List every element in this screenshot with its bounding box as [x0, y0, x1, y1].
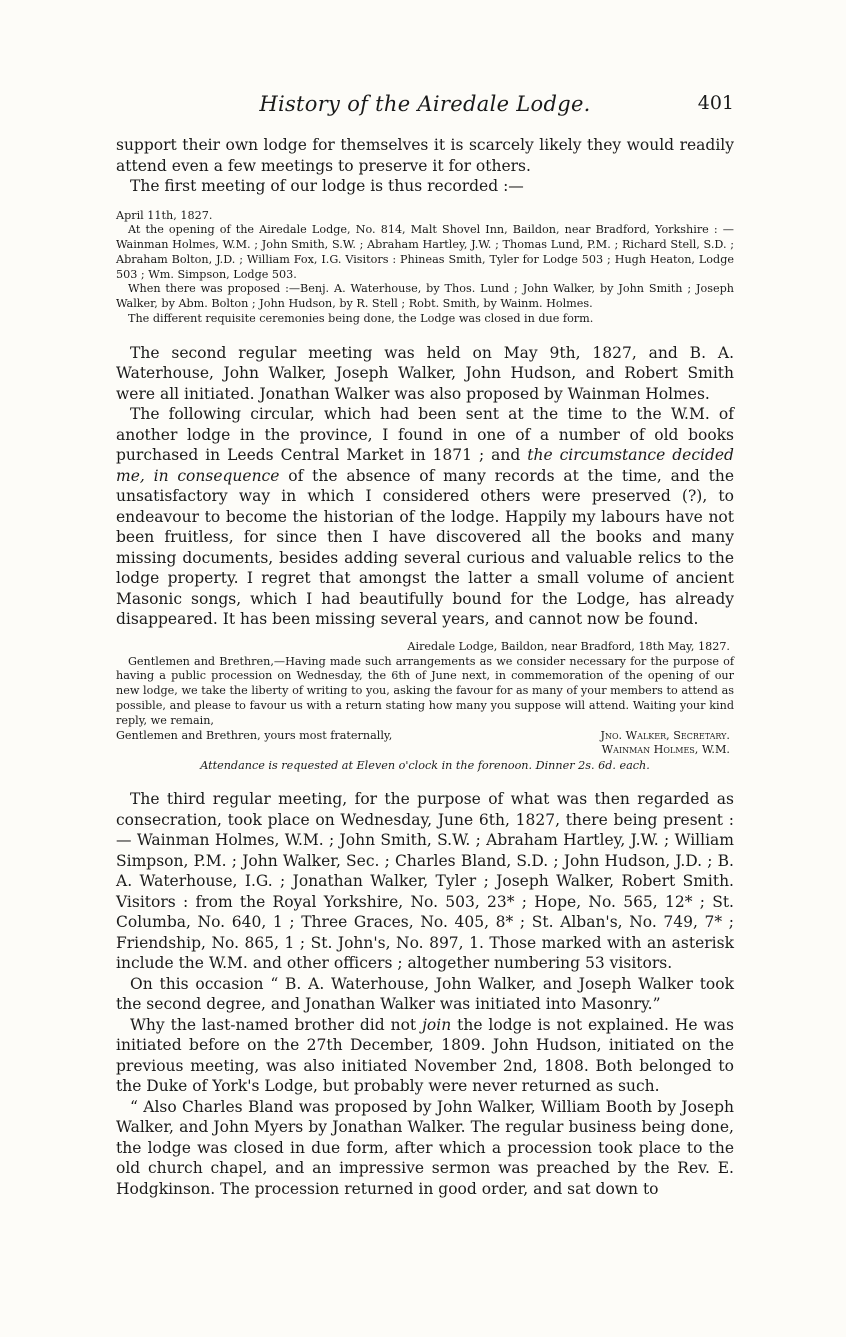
paragraph: The third regular meeting, for the purpose of what was then regarded as consecration, took place on Wednesday, June 6th, 1827, there being present :— Wainman Holmes, W.M. ; John Smith, S.W. ; Abraham Hartley, J.W. ; William Simpson, P.M. ; John Walker, Sec. ; Charles Bland, S.D. ; John Hudson, J.D. ; B. A. Waterhouse, I.G. ; Jonathan Walker, Tyler ; Joseph Walker, Robert Smith. Visitors : from the Royal Yorkshire, No. 503, 23* ; Hope, No. 565, 12* ; St. Columba, No. 640, 1 ; Three Graces, No. 405, 8* ; St. Alban's, No. 749, 7* ; Friendship, No. 865, 1 ; St. John's, No. 897, 1. Those marked with an asterisk include the W.M. and other officers ; altogether numbering 53 visitors. — [116, 790, 734, 973]
circular-closing: Gentlemen and Brethren, yours most fraternally, — [116, 728, 393, 742]
minutes-extract — [116, 209, 734, 327]
attendance-note: Attendance is requested at Eleven o'clock in the forenoon. Dinner 2s. 6d. each. — [200, 759, 650, 773]
paragraph — [116, 404, 734, 630]
text-run: Why the last-named brother did not — [130, 1015, 423, 1034]
italic-text: join — [422, 1015, 452, 1034]
page-body — [116, 135, 734, 1199]
italic-text: the circumstance decided me, in consequence — [116, 446, 734, 485]
paragraph: “ Also Charles Bland was proposed by John Walker, William Booth by Joseph Walker, and John Myers by Jonathan Walker. The regular business being done, the lodge was closed in due form, after which a procession took place to the old church chapel, and an impressive sermon was preached by the Rev. E. Hodgkinson. The procession returned in good order, and sat down to — [116, 1097, 734, 1198]
signature-row — [116, 729, 734, 744]
page-header — [116, 92, 734, 118]
minutes-date: April 11th, 1827. — [116, 208, 213, 222]
circular-heading: Airedale Lodge, Baildon, near Bradford, 18th May, 1827. — [407, 639, 730, 653]
paragraph: The second regular meeting was held on May 9th, 1827, and B. A. Waterhouse, John Walker, Joseph Walker, John Hudson, and Robert Smith were all initiated. Jonathan Walker was also proposed by Wainman Holmes. — [116, 343, 734, 403]
signature-secretary: Jno. Walker, Secretary. — [600, 728, 730, 742]
text-run: The following circular, which had been sent at the time to the W.M. of another lodge in the province, I found in one of a number of old books purchased in Leeds Central Market in 1871 ; and — [116, 405, 734, 465]
minutes-paragraph: The different requisite ceremonies being done, the Lodge was closed in due form. — [128, 312, 594, 326]
page-number: 401 — [697, 92, 734, 114]
text-run: of the absence of many records at the time, and the unsatisfactory way in which I considered others were preserved (?), to endeavour to become the historian of the lodge. Happily my labours have not been fruitless, for since then I have discovered all the books and many missing documents, besides adding several curious and valuable relics to the lodge property. I regret that amongst the latter a small volume of ancient Masonic songs, which I had beautifully bound for the Lodge, has already disappeared. It has been missing several years, and cannot now be found. — [116, 466, 734, 629]
signature-wm: Wainman Holmes, W.M. — [601, 743, 730, 757]
paragraph — [116, 1015, 734, 1097]
text-run: the lodge is not explained. He was initiated before on the 27th December, 1809. John Hudson, initiated on the previous meeting, was also initiated November 2nd, 1808. Both belonged to the Duke of York's Lodge, but probably were never returned as such. — [116, 1015, 734, 1096]
minutes-paragraph: At the opening of the Airedale Lodge, No. 814, Malt Shovel Inn, Baildon, near Bradford, Yorkshire : — Wainman Holmes, W.M. ; John Smith, S.W. ; Abraham Hartley, J.W. ; Thomas Lund, P.M. ; Richard Stell, S.D. ; Abraham Bolton, J.D. ; William Fox, I.G. Visitors : Phineas Smith, Tyler for Lodge 503 ; Hugh Heaton, Lodge 503 ; Wm. Simpson, Lodge 503. — [116, 223, 734, 281]
running-title: History of the Airedale Lodge. — [259, 92, 591, 116]
narrative-section — [116, 343, 734, 630]
paragraph: The first meeting of our lodge is thus recorded :— — [130, 177, 524, 195]
paragraph: support their own lodge for themselves it is scarcely likely they would readily attend even a few meetings to preserve it for others. — [116, 136, 734, 175]
circular-letter — [116, 640, 734, 773]
minutes-paragraph: When there was proposed :—Benj. A. Waterhouse, by Thos. Lund ; John Walker, by John Smith ; Joseph Walker, by Abm. Bolton ; John Hudson, by R. Stell ; Robt. Smith, by Wainm. Holmes. — [116, 282, 734, 311]
circular-text: Gentlemen and Brethren,—Having made such arrangements as we consider necessary for the purpose of having a public procession on Wednesday, the 6th of June next, in commemoration of the opening of our new lodge, we take the liberty of writing to you, asking the favour for as many of your members to attend as possible, and please to favour us with a return stating how many you suppose will attend. Waiting your kind reply, we remain, — [116, 654, 734, 727]
signature-row — [116, 743, 734, 758]
paragraph: On this occasion “ B. A. Waterhouse, John Walker, and Joseph Walker took the second degree, and Jonathan Walker was initiated into Masonry.” — [116, 974, 734, 1014]
narrative-section — [116, 789, 734, 1199]
